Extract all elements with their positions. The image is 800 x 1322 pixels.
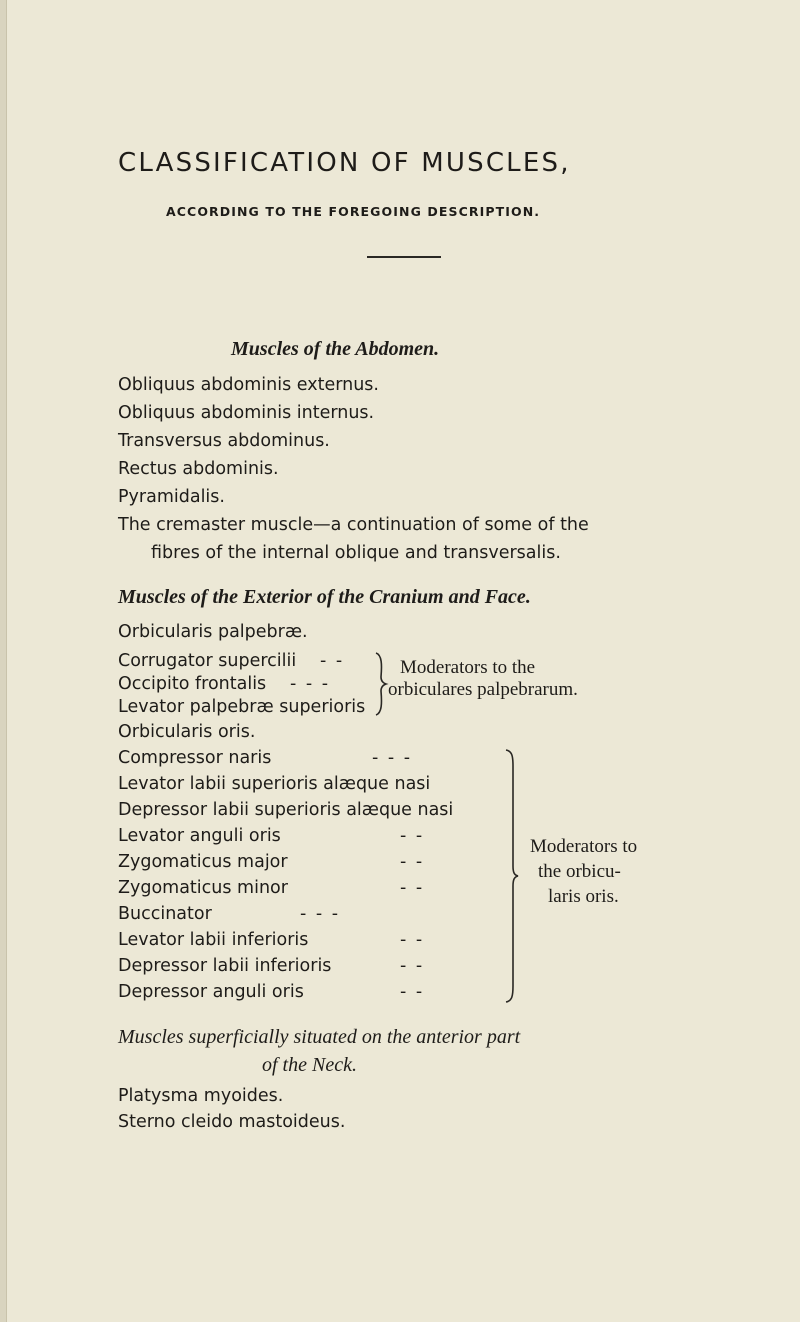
dash-leader: - -	[400, 878, 425, 898]
list-item: Occipito frontalis	[118, 674, 267, 694]
list-item: Pyramidalis.	[118, 487, 225, 507]
list-item: Zygomaticus minor	[118, 878, 288, 898]
section-heading-face: Muscles of the Exterior of the Cranium and Face.	[118, 586, 531, 608]
list-item: Obliquus abdominis externus.	[118, 375, 379, 395]
brace-group2	[502, 748, 520, 1004]
page-subtitle: ACCORDING TO THE FOREGOING DESCRIPTION.	[166, 204, 541, 219]
list-item: Compressor naris	[118, 748, 272, 768]
dash-leader: - - -	[290, 674, 331, 694]
dash-leader: - -	[400, 956, 425, 976]
list-item: Sterno cleido mastoideus.	[118, 1112, 346, 1132]
dash-leader: - -	[400, 982, 425, 1002]
list-item: Orbicularis oris.	[118, 722, 256, 742]
dash-leader: - - -	[372, 748, 413, 768]
note-moderators-palpebrarum: orbiculares palpebrarum.	[388, 679, 578, 700]
dash-leader: - -	[400, 852, 425, 872]
list-item: Rectus abdominis.	[118, 459, 279, 479]
list-item: Levator labii superioris alæque nasi	[118, 774, 431, 794]
list-item: Depressor labii inferioris	[118, 956, 332, 976]
list-item: Depressor anguli oris	[118, 982, 304, 1002]
page-edge	[0, 0, 7, 1322]
note-moderators-oris: laris oris.	[548, 886, 619, 907]
list-item: Orbicularis palpebræ.	[118, 622, 308, 642]
section-heading-neck: Muscles superficially situated on the anterior part	[118, 1026, 521, 1048]
list-item: The cremaster muscle—a continuation of some of the	[118, 515, 589, 535]
list-item: Obliquus abdominis internus.	[118, 403, 375, 423]
list-item: fibres of the internal oblique and transversalis.	[151, 543, 561, 563]
list-item: Corrugator supercilii	[118, 651, 297, 671]
list-item: Buccinator	[118, 904, 212, 924]
note-moderators-oris: the orbicu-	[538, 861, 621, 882]
section-heading-abdomen: Muscles of the Abdomen.	[231, 338, 440, 360]
note-moderators-oris: Moderators to	[530, 836, 638, 857]
dash-leader: - - -	[300, 904, 341, 924]
list-item: Levator anguli oris	[118, 826, 281, 846]
list-item: Transversus abdominus.	[118, 431, 330, 451]
list-item: Levator labii inferioris	[118, 930, 309, 950]
page-title: CLASSIFICATION OF MUSCLES,	[118, 148, 571, 178]
list-item: Depressor labii superioris alæque nasi	[118, 800, 454, 820]
list-item: Levator palpebræ superioris	[118, 697, 366, 717]
section-heading-neck-cont: of the Neck.	[262, 1054, 357, 1076]
brace-group1	[374, 651, 388, 717]
dash-leader: - -	[320, 651, 345, 671]
list-item: Zygomaticus major	[118, 852, 288, 872]
dash-leader: - -	[400, 826, 425, 846]
dash-leader: - -	[400, 930, 425, 950]
list-item: Platysma myoides.	[118, 1086, 284, 1106]
note-moderators-palpebrarum: Moderators to the	[400, 657, 536, 678]
divider	[367, 256, 441, 258]
